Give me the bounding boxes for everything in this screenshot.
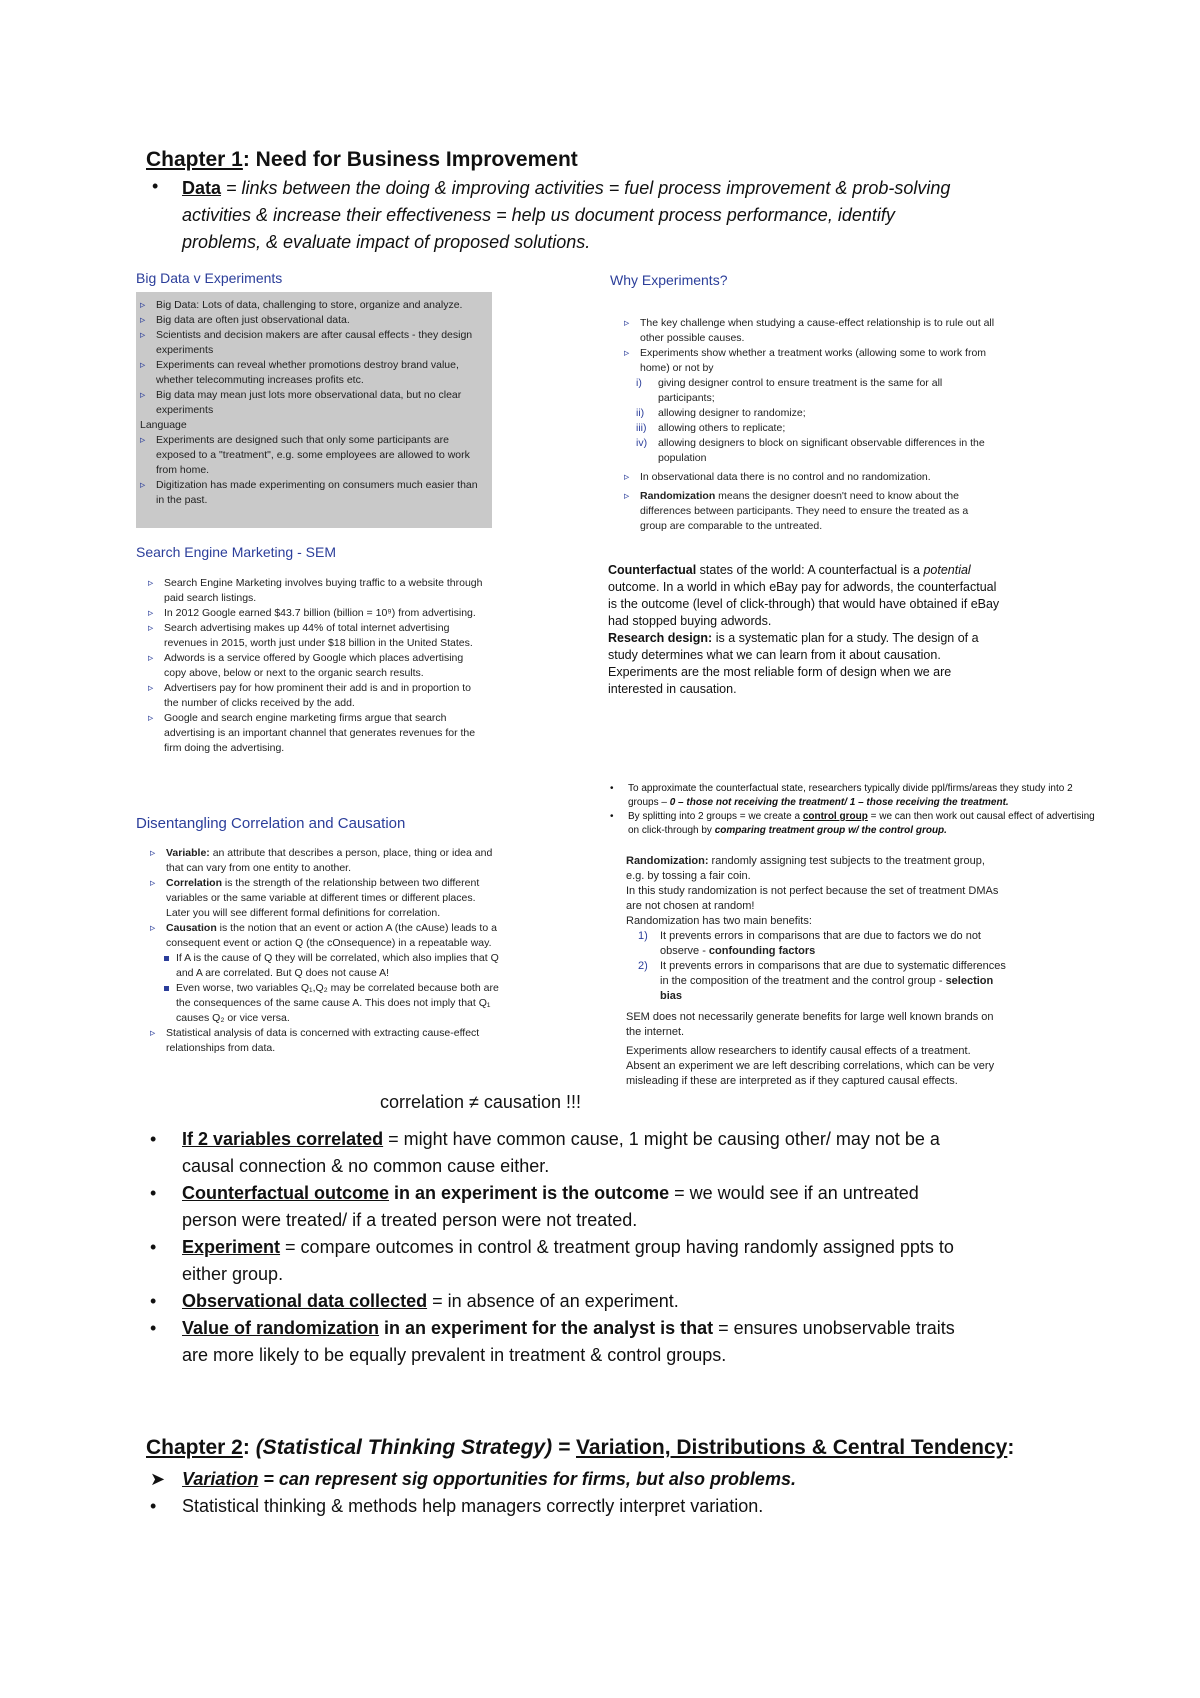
- triangle-icon: ▹: [150, 877, 156, 889]
- sem-slide: ▹ Search Engine Marketing involves buying traffic to a website through paid search listings. ▹ In 2012 Google earned $43.7 billion (billion = 10⁹) from advertising. ▹ Search advertising makes up 44% of total internet advertising revenues in 2015, worth just under $18 billion in the United States. ▹ Adwords is a service offered by Google which places advertising copy above, below or next to the organic search results. ▹ Advertisers pay for how prominent their add is and in proportion to the number of clicks received by the add. ▹ Google and search engine marketing firms argue that search advertising is an important channel that generates revenues for the firm doing the advertising.: [148, 577, 483, 754]
- triangle-icon: ▹: [140, 359, 146, 371]
- triangle-icon: ▹: [148, 622, 154, 634]
- counterfactual-text: Counterfactual states of the world: A counterfactual is a potential outcome. In a world in which eBay pay for adwords, the counterfactual is the outcome (level of click-through) that would have obtained if eBay had stopped buying adwords. Research design: is a systematic plan for a study. The design of a study determines what we can learn from it about causation. Experiments are the most reliable form of design when we are interested in causation.: [608, 563, 1000, 696]
- bullet-icon: •: [150, 1291, 157, 1311]
- arrow-bullet-icon: ➤: [150, 1469, 166, 1489]
- triangle-icon: ▹: [150, 1027, 156, 1039]
- triangle-icon: ▹: [140, 389, 146, 401]
- randomization-slide: Randomization: randomly assigning test subjects to the treatment group, e.g. by tossing a fair coin. In this study randomization is not perfect because the set of treatment DMAs are not chosen at random! Randomization has two main benefits: 1) It prevents errors in comparisons that are due to factors we do not observe - confounding factors 2) It prevents errors in comparisons that are due to systematic differences in the composition of the treatment and the control group - selection bias SEM does not necessarily generate benefits for large well known brands on the internet. Experiments allow researchers to identify causal effects of a treatment. Absent an experiment we are left describing correlations, which can be very misleading if these are interpreted as if they captured causal effects.: [626, 855, 1006, 1087]
- bullet-icon: •: [150, 1183, 157, 1203]
- triangle-icon: ▹: [148, 682, 154, 694]
- triangle-icon: ▹: [150, 847, 156, 859]
- chapter2-title: Chapter 2: (Statistical Thinking Strategy) = Variation, Distributions & Central Tendency:: [146, 1436, 1015, 1459]
- triangle-icon: ▹: [148, 607, 154, 619]
- list-item: • Experiment = compare outcomes in control & treatment group having randomly assigned ppts to either group.: [150, 1234, 1150, 1288]
- slide-heading: Disentangling Correlation and Causation: [136, 815, 406, 832]
- bullet-icon: •: [150, 1496, 157, 1516]
- list-item: • Observational data collected = in absence of an experiment.: [150, 1288, 1150, 1315]
- bullet-icon: •: [610, 783, 614, 794]
- triangle-icon: ▹: [140, 434, 146, 446]
- triangle-icon: ▹: [140, 479, 146, 491]
- bullet-icon: •: [610, 811, 614, 822]
- why-experiments-slide: ▹ The key challenge when studying a cause-effect relationship is to rule out all other possible causes. ▹ Experiments show whether a treatment works (allowing some to work from home) or not by i) giving designer control to ensure treatment is the same for all participants; ii) allowing designer to randomize; iii) allowing others to replicate; iv) allowing designers to block on significant observable differences in the population ▹ In observational data there is no control and no randomization. ▹ Randomization means the designer doesn't need to know about the differences between participants. They need to ensure the treated as a group are comparable to the untreated.: [624, 317, 995, 532]
- triangle-icon: ▹: [148, 577, 154, 589]
- triangle-icon: ▹: [624, 347, 630, 359]
- triangle-icon: ▹: [150, 922, 156, 934]
- triangle-icon: ▹: [624, 471, 630, 483]
- bullet-icon: •: [150, 1237, 157, 1257]
- triangle-icon: ▹: [148, 652, 154, 664]
- data-definition: Data = links between the doing & improving activities = fuel process improvement & prob-solving activities & increase their effectiveness = help us document process performance, identify problems, & evaluate impact of proposed solutions.: [182, 178, 951, 252]
- triangle-icon: ▹: [624, 317, 630, 329]
- slide-heading: Why Experiments?: [610, 272, 728, 288]
- bullet-icon: •: [150, 1129, 157, 1149]
- list-item: • Counterfactual outcome in an experiment is the outcome = we would see if an untreated person were treated/ if a treated person were not treated.: [150, 1180, 1150, 1234]
- triangle-icon: ▹: [140, 299, 146, 311]
- slide-heading: Big Data v Experiments: [136, 270, 283, 286]
- bullet-icon: •: [152, 176, 159, 196]
- list-item: • Value of randomization in an experiment for the analyst is that = ensures unobservable traits are more likely to be equally prevalent in treatment & control groups.: [150, 1315, 1150, 1369]
- triangle-icon: ▹: [624, 490, 630, 502]
- handwritten-note: correlation ≠ causation !!!: [380, 1092, 581, 1112]
- list-item: • If 2 variables correlated = might have common cause, 1 might be causing other/ may not be a causal connection & no common cause either.: [150, 1126, 1150, 1180]
- disentangling-slide: ▹ Variable: an attribute that describes a person, place, thing or idea and that can vary from one entity to another. ▹ Correlation is the strength of the relationship between two different variables or the same variable at different times or different places. Later you will see different formal definitions for correlation. ▹ Causation is the notion that an event or action A (the cAuse) leads to a consequent event or action Q (the cOnsequence) in a repeatable way. If A is the cause of Q they will be correlated, which also implies that Q and A are correlated. But Q does not cause A! Even worse, two variables Q₁,Q₂ may be correlated because both are the consequences of the same cause A. This does not imply that Q₁ causes Q₂ or vice versa. ▹ Statistical analysis of data is concerned with extracting cause-effect relationships from data.: [150, 847, 499, 1054]
- bullet-icon: •: [150, 1318, 157, 1338]
- chapter2-list: [150, 1466, 1150, 1520]
- list-item: ➤ Variation = can represent sig opportunities for firms, but also problems.: [150, 1466, 1150, 1493]
- slide-heading: Search Engine Marketing - SEM: [136, 544, 336, 560]
- square-bullet-icon: [164, 956, 169, 961]
- approx-notes: • To approximate the counterfactual state, researchers typically divide ppl/firms/areas they study into 2 groups – 0 – those not receiving the treatment/ 1 – those receiving the treatment. • By splitting into 2 groups = we create a control group = we can then work out causal effect of advertising on click-through by comparing treatment group w/ the control group.: [610, 783, 1095, 836]
- summary-list: [150, 1126, 1150, 1369]
- triangle-icon: ▹: [140, 314, 146, 326]
- big-data-slide: ▹ Big Data: Lots of data, challenging to store, organize and analyze. ▹ Big data are often just observational data. ▹ Scientists and decision makers are after causal effects - they design experiments ▹ Experiments can reveal whether promotions destroy brand value, whether telecommuting increases profits etc. ▹ Big data may mean just lots more observational data, but no clear experiments Language ▹ Experiments are designed such that only some participants are exposed to a "treatment", e.g. some employees are allowed to work from home. ▹ Digitization has made experimenting on consumers much easier than in the past.: [136, 292, 492, 528]
- list-item: • Statistical thinking & methods help managers correctly interpret variation.: [150, 1493, 1150, 1520]
- triangle-icon: ▹: [140, 329, 146, 341]
- triangle-icon: ▹: [148, 712, 154, 724]
- chapter1-title: Chapter 1: Need for Business Improvement: [146, 148, 578, 171]
- square-bullet-icon: [164, 986, 169, 991]
